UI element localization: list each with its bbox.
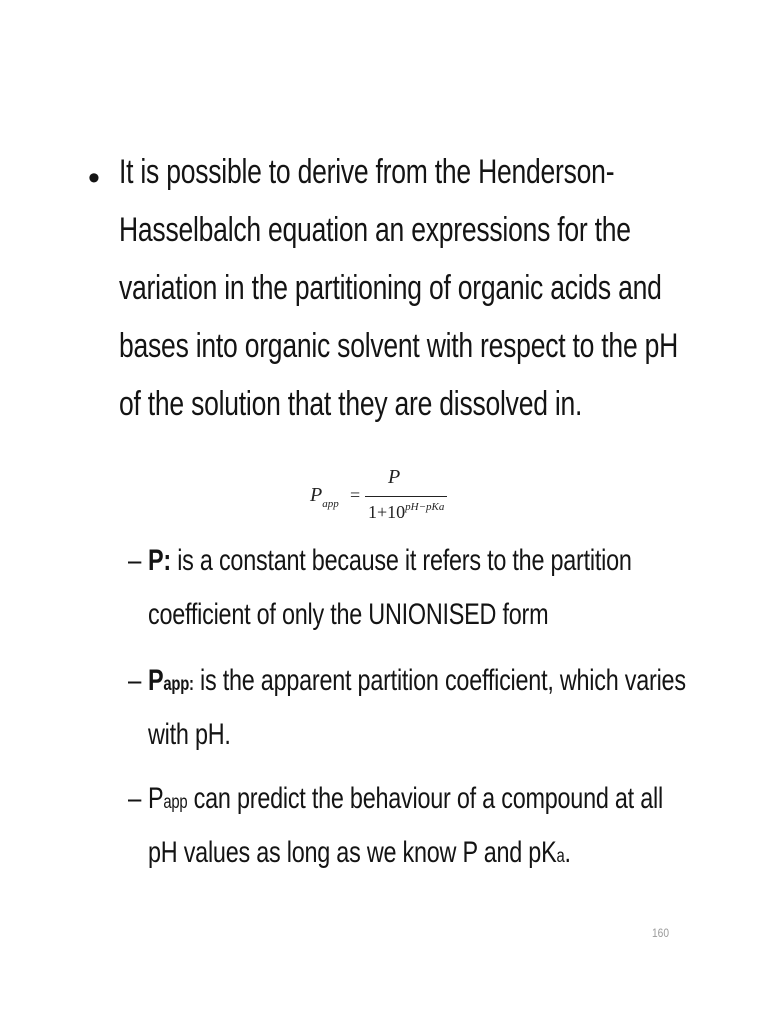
sub-item-label: P: [148, 782, 164, 815]
sub-item-label: P: [148, 664, 164, 697]
sub-item-line: with pH.: [148, 718, 231, 751]
formula-fraction-bar: [365, 496, 447, 497]
formula-numerator: P: [388, 466, 401, 488]
bullet-dot-icon: •: [88, 159, 100, 197]
sub-item-line: P: is a constant because it refers to the partition: [148, 544, 632, 577]
main-bullet-line: bases into organic solvent with respect to the pH: [119, 327, 679, 365]
sub-item-label-subscript: app: [163, 792, 188, 813]
sub-item-line: Papp: is the apparent partition coefficient, which varies: [148, 664, 686, 697]
formula-denominator: $1+10^{pH-pKa}$: [368, 501, 445, 522]
main-bullet-line: Hasselbalch equation an expressions for the: [119, 211, 631, 249]
page-number: 160: [652, 926, 670, 940]
formula-equals: =: [350, 485, 361, 505]
main-bullet-text: [119, 143, 768, 433]
sub-item-line: pH values as long as we know P and pKa.: [148, 836, 571, 869]
sub-item-line: Papp can predict the behaviour of a compound at all: [148, 782, 663, 815]
sub-item-line: coefficient of only the UNIONISED form: [148, 598, 549, 631]
papp-formula: [310, 462, 460, 534]
dash-icon: –: [128, 664, 142, 697]
main-bullet-line: of the solution that they are dissolved in.: [119, 385, 583, 423]
formula-lhs: $P_{app}$: [310, 484, 339, 510]
formula-exponent: pH−pKa: [405, 501, 445, 513]
sub-item-label: P:: [148, 544, 171, 577]
pka-subscript: a: [556, 846, 565, 867]
dash-icon: –: [128, 782, 142, 815]
main-bullet-line: It is possible to derive from the Henderson-: [119, 153, 615, 191]
formula-lhs-subscript: app: [322, 498, 339, 510]
dash-icon: –: [128, 544, 142, 577]
main-bullet-line: variation in the partitioning of organic acids and: [119, 269, 662, 307]
sub-item-label-subscript: app:: [163, 674, 194, 695]
